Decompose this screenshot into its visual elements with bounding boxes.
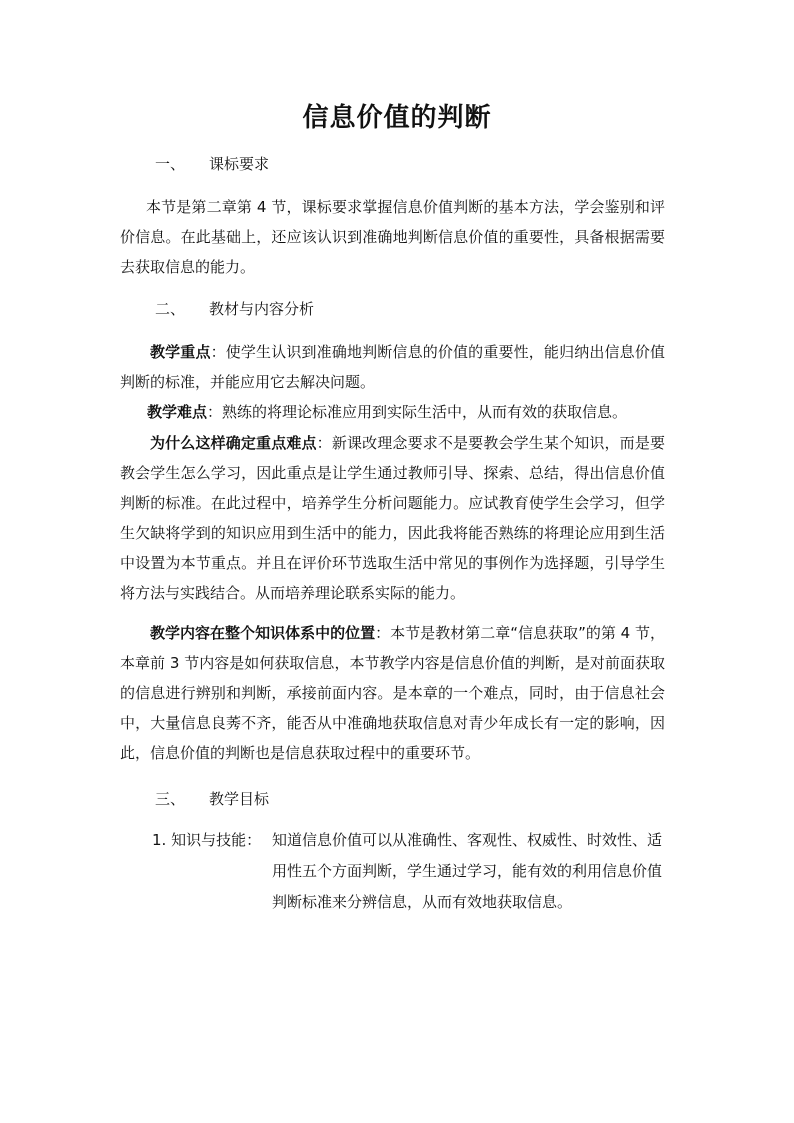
section1-paragraph: 本节是第二章第 4 节，课标要求掌握信息价值判断的基本方法，学会鉴别和评价信息。在此基础上，还应该认识到准确地判断信息价值的重要性，具备根据需要去获取信息的能力。 [120,198,665,276]
difficulty-paragraph [120,397,665,427]
key-point-paragraph [120,337,665,397]
rationale-paragraph [120,428,665,608]
section-heading-3 [155,787,269,811]
section-label: 教材与内容分析 [209,300,315,318]
section-label: 课标要求 [209,155,270,173]
key-point-label: 教学重点 [150,343,211,361]
rationale-label: 为什么这样确定重点难点 [150,434,317,452]
difficulty-text: ：熟练的将理论标准应用到实际生活中，从而有效的获取信息。 [207,403,628,421]
position-label: 教学内容在整个知识体系中的位置 [150,624,376,642]
rationale-text: ：新课改理念要求不是要教会学生某个知识，而是要教会学生怎么学习，因此重点是让学生通过教师引导、探索、总结，得出信息价值判断的标准。在此过程中，培养学生分析问题能力。应试教育使学生会学习，但学生欠缺将学到的知识应用到生活中的能力，因此我将能否熟练的将理论应用到生活中设置为本节重点。并且在评价环节选取生活中常见的事例作为选择题，引导学生将方法与实践结合。从而培养理论联系实际的能力。 [120,434,665,602]
section-number: 一、 [155,155,186,173]
section-number: 二、 [155,300,186,318]
objective-lead: 1. 知识与技能： [152,831,262,849]
position-text: ：本节是教材第二章“信息获取”的第 4 节，本章前 3 节内容是如何获取信息，本节教学内容是信息价值的判断，是对前面获取的信息进行辨别和判断，承接前面内容。是本章的一个难点，同时，由于信息社会中，大量信息良莠不齐，能否从中准确地获取信息对青少年成长有一定的影响，因此，信息价值的判断也是信息获取过程中的重要环节。 [120,624,665,762]
key-point-text: ：使学生认识到准确地判断信息的价值的重要性，能归纳出信息价值判断的标准，并能应用它去解决问题。 [120,343,665,391]
section-heading-2 [155,297,314,321]
section-number: 三、 [155,790,186,808]
difficulty-label: 教学难点 [147,403,208,421]
section-label: 教学目标 [209,790,270,808]
position-paragraph [120,618,665,768]
objective-item-1 [152,825,664,918]
document-title: 信息价值的判断 [302,103,492,133]
section-heading-1 [155,152,269,176]
objective-text: 知道信息价值可以从准确性、客观性、权威性、时效性、适用性五个方面判断，学生通过学习，能有效的利用信息价值判断标准来分辨信息，从而有效地获取信息。 [272,831,663,911]
